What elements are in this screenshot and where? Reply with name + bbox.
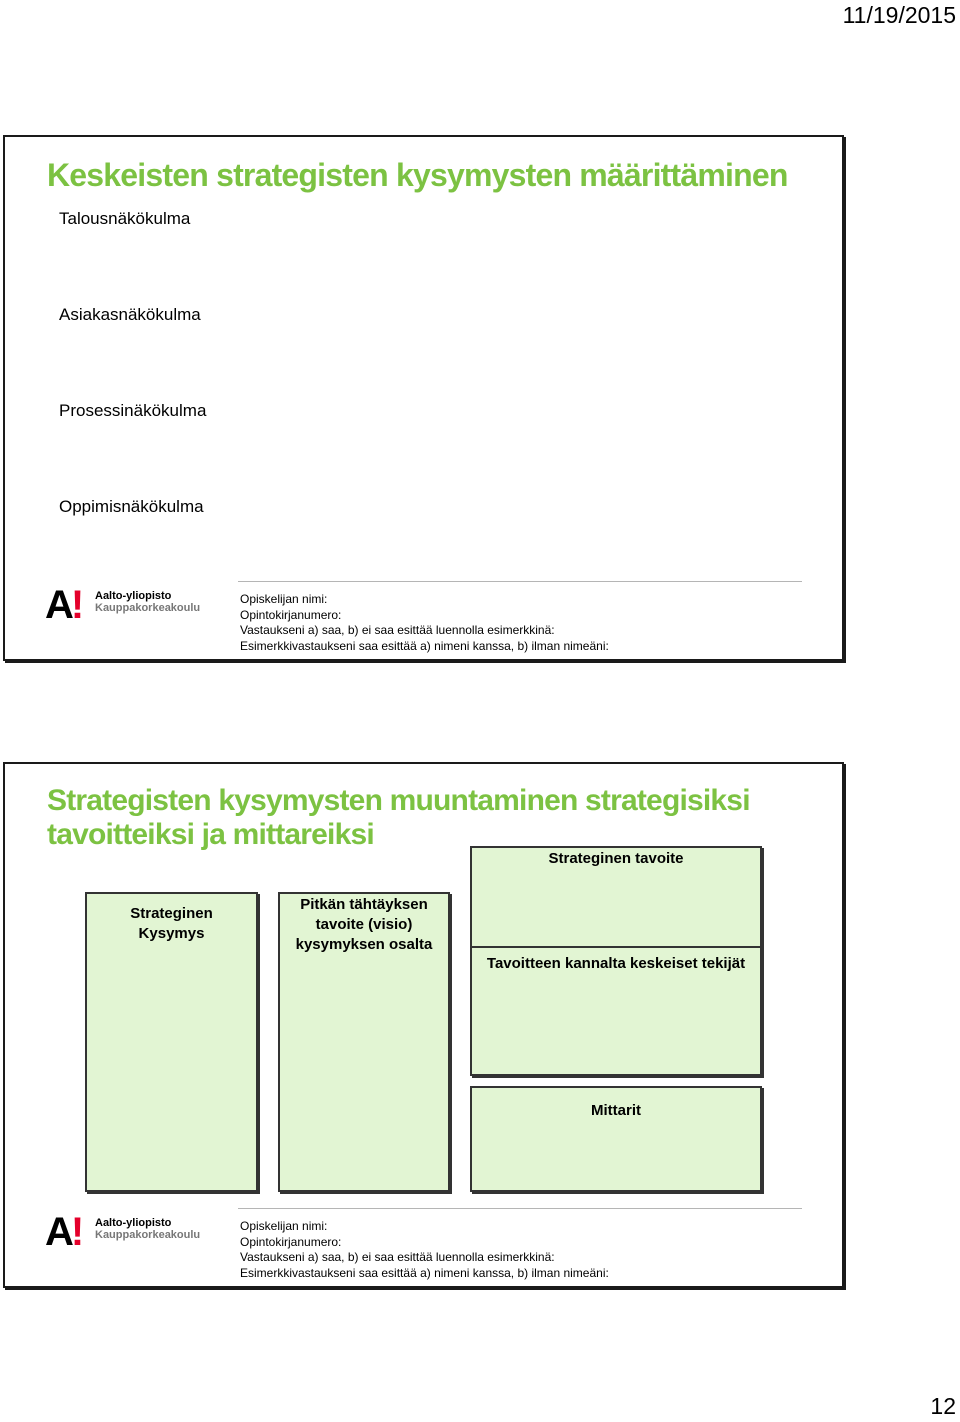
consent-example-label: Esimerkkivastaukseni saa esittää a) nimeni kanssa, b) ilman nimeäni: xyxy=(240,1265,609,1280)
box-strateginen-kysymys: Strateginen Kysymys xyxy=(85,892,258,1192)
slide-2-title: Strategisten kysymysten muuntaminen strategisiksi tavoitteiksi ja mittareiksi xyxy=(47,784,750,851)
page-number: 12 xyxy=(930,1393,956,1419)
slide-1-title: Keskeisten strategisten kysymysten määrittäminen xyxy=(47,157,788,193)
logo-university-name: Aalto-yliopisto xyxy=(95,1217,172,1229)
box-visio: Pitkän tähtäyksen tavoite (visio) kysymyksen osalta xyxy=(278,892,450,1192)
consent-answer-label: Vastaukseni a) saa, b) ei saa esittää luennolla esimerkkinä: xyxy=(240,1250,555,1264)
aalto-logo-icon: A! xyxy=(45,583,82,627)
box-mittarit: Mittarit xyxy=(470,1086,762,1192)
footer-divider xyxy=(238,1208,802,1209)
slide-2 xyxy=(3,762,844,1288)
logo-university-name: Aalto-yliopisto xyxy=(95,590,172,602)
print-date: 11/19/2015 xyxy=(842,2,956,28)
logo-school-name: Kauppakorkeakoulu xyxy=(95,1229,201,1241)
slide-footer xyxy=(5,1204,842,1286)
student-info xyxy=(240,1219,609,1281)
item-oppimisnakokulma: Oppimisnäkökulma xyxy=(59,497,204,516)
item-talousnakokulma: Talousnäkökulma xyxy=(59,209,191,228)
slide-1 xyxy=(3,135,844,661)
student-number-label: Opintokirjanumero: xyxy=(240,1234,342,1249)
item-prosessinakokulma: Prosessinäkökulma xyxy=(59,401,207,420)
student-name-label: Opiskelijan nimi: xyxy=(240,1219,328,1233)
item-asiakasnakokulma: Asiakasnäkökulma xyxy=(59,305,201,324)
box-keskeiset-tekijat: Tavoitteen kannalta keskeiset tekijät xyxy=(470,946,762,1076)
consent-answer-label: Vastaukseni a) saa, b) ei saa esittää luennolla esimerkkinä: xyxy=(240,623,555,637)
aalto-logo-icon: A! xyxy=(45,1210,82,1254)
footer-divider xyxy=(238,581,802,582)
student-number-label: Opintokirjanumero: xyxy=(240,607,342,622)
box-strateginen-tavoite: Strateginen tavoite xyxy=(470,846,762,950)
consent-example-label: Esimerkkivastaukseni saa esittää a) nimeni kanssa, b) ilman nimeäni: xyxy=(240,638,609,653)
student-info xyxy=(240,592,609,654)
logo-school-name: Kauppakorkeakoulu xyxy=(95,602,201,614)
slide-footer xyxy=(5,577,842,659)
student-name-label: Opiskelijan nimi: xyxy=(240,592,328,606)
